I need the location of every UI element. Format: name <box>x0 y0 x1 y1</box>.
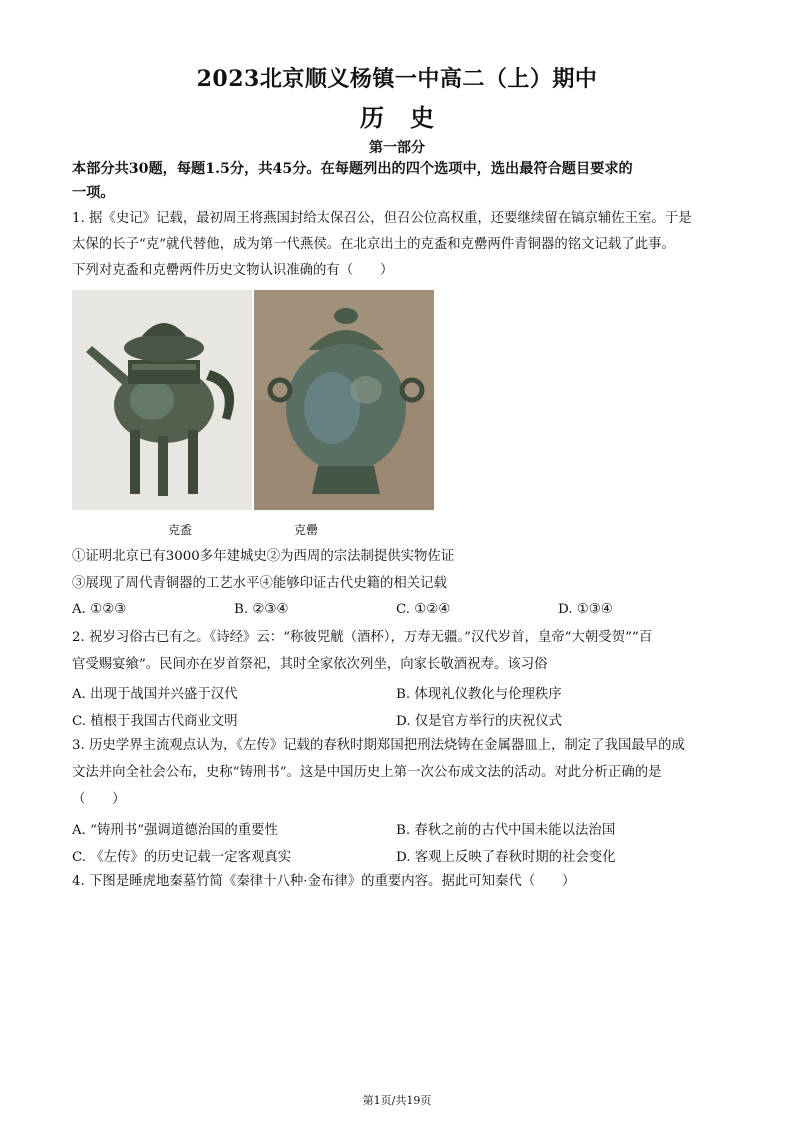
q1-option-b[interactable]: B. ②③④ <box>234 602 289 617</box>
q1-line-2: 太保的长子“克”就代替他，成为第一代燕侯。在北京出土的克盉和克罍两件青铜器的铭文记载了此事。 <box>72 237 675 252</box>
ke-lei-caption: 克罍 <box>294 523 319 537</box>
ke-he-caption: 克盉 <box>168 523 193 537</box>
q3-line-3: （ ） <box>72 792 126 807</box>
q3-option-c[interactable]: C. 《左传》的历史记载一定客观真实 <box>72 850 292 865</box>
instructions-line-1: 本部分共30题，每题1.5分，共45分。在每题列出的四个选项中，选出最符合题目要求的 <box>72 161 633 177</box>
q1-option-c[interactable]: C. ①②④ <box>396 602 451 617</box>
page-footer: 第1页/共19页 <box>362 1094 432 1107</box>
exam-title: 2023北京顺义杨镇一中高二（上）期中 <box>196 66 598 92</box>
q1-line-3: 下列对克盉和克罍两件历史文物认识准确的有（ ） <box>72 263 394 278</box>
q2-option-c[interactable]: C. 植根于我国古代商业文明 <box>72 714 238 729</box>
subject-title: 历史 <box>360 103 460 132</box>
q1-statement-1: ①证明北京已有3000多年建城史②为西周的宗法制提供实物佐证 <box>72 549 455 564</box>
q1-statement-2: ③展现了周代青铜器的工艺水平④能够印证古代史籍的相关记载 <box>72 576 447 591</box>
q2-option-a[interactable]: A. 出现于战国并兴盛于汉代 <box>72 687 238 702</box>
q3-line-1: 3. 历史学界主流观点认为，《左传》记载的春秋时期郑国把刑法烧铸在金属器皿上，制定了我国最早的成 <box>72 738 685 753</box>
q3-option-d[interactable]: D. 客观上反映了春秋时期的社会变化 <box>396 850 616 865</box>
q1-option-d[interactable]: D. ①③④ <box>558 602 613 617</box>
instructions-line-2: 一项。 <box>72 185 115 201</box>
ke-lei-photo <box>254 290 434 510</box>
q1-line-1: 1. 据《史记》记载，最初周王将燕国封给太保召公，但召公位高权重，还要继续留在镐京辅佐王室。于是 <box>72 211 692 226</box>
q2-option-d[interactable]: D. 仅是官方举行的庆祝仪式 <box>396 714 563 729</box>
q3-option-b[interactable]: B. 春秋之前的古代中国未能以法治国 <box>396 823 616 838</box>
part-heading: 第一部分 <box>369 140 425 156</box>
q2-option-b[interactable]: B. 体现礼仪教化与伦理秩序 <box>396 687 562 702</box>
q2-line-1: 2. 祝岁习俗古已有之。《诗经》云：“称彼兕觥（酒杯），万寿无疆。”汉代岁首，皇帝“大朝受贺”“百 <box>72 630 653 645</box>
q4-line-1: 4. 下图是睡虎地秦墓竹简《秦律十八种·金布律》的重要内容。据此可知秦代（ ） <box>72 874 576 889</box>
q3-option-a[interactable]: A. “铸刑书”强调道德治国的重要性 <box>72 823 278 838</box>
ke-he-photo <box>72 290 252 510</box>
q1-option-a[interactable]: A. ①②③ <box>72 602 127 617</box>
q2-line-2: 官受赐宴飨”。民间亦在岁首祭祀，其时全家依次列坐，向家长敬酒祝寿。该习俗 <box>72 657 548 672</box>
q3-line-2: 文法并向全社会公布，史称“铸刑书”。这是中国历史上第一次公布成文法的活动。对此分析正确的是 <box>72 765 662 780</box>
